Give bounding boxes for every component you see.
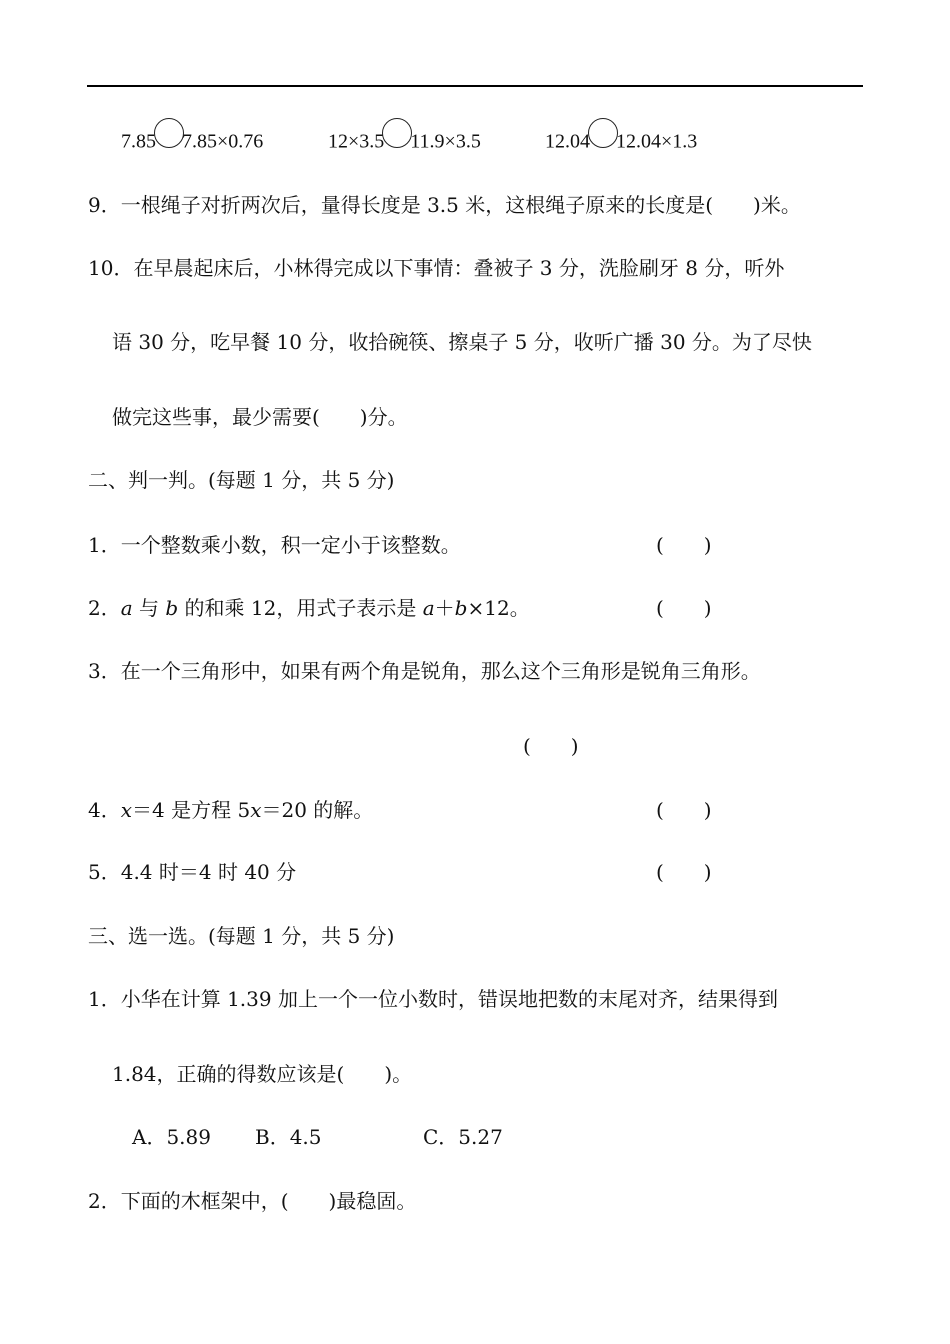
judge-item-1: 1．一个整数乘小数，积一定小于该整数。 xyxy=(88,533,461,557)
comparison-3 xyxy=(545,128,697,158)
question-10-line-1: 10．在早晨起床后，小林得完成以下事情：叠被子 3 分，洗脸刷牙 8 分，听外 xyxy=(88,256,785,280)
item-text: ×12。 xyxy=(467,596,530,620)
question-9: 9．一根绳子对折两次后，量得长度是 3.5 米，这根绳子原来的长度是( )米。 xyxy=(88,193,801,217)
section-3-title: 三、选一选。(每题 1 分，共 5 分) xyxy=(88,924,395,948)
item-text: ＋ xyxy=(434,596,455,620)
comparison-2-left: 12×3.5 xyxy=(328,130,385,153)
option-a[interactable]: A．5.89 xyxy=(132,1125,211,1149)
variable-a: a xyxy=(422,596,435,620)
variable-x: x xyxy=(250,798,262,822)
judge-item-3: 3．在一个三角形中，如果有两个角是锐角，那么这个三角形是锐角三角形。 xyxy=(88,659,761,683)
variable-x: x xyxy=(120,798,133,822)
comparison-1-right: 7.85×0.76 xyxy=(182,130,264,153)
choice-question-2: 2．下面的木框架中，( )最稳固。 xyxy=(88,1189,417,1213)
item-text: 的和乘 12，用式子表示是 xyxy=(178,596,423,620)
question-10-line-2: 语 30 分，吃早餐 10 分，收拾碗筷、擦桌子 5 分，收听广播 30 分。为了尽快 xyxy=(112,330,812,354)
comparison-3-left: 12.04 xyxy=(545,130,590,153)
answer-blank[interactable]: ( ) xyxy=(523,734,579,758)
comparison-2 xyxy=(328,128,481,158)
judge-item-5: 5．4.4 时＝4 时 40 分 xyxy=(88,860,297,884)
top-rule xyxy=(87,85,863,87)
item-text: ＝20 的解。 xyxy=(261,798,374,822)
answer-blank[interactable]: ( ) xyxy=(656,533,712,557)
judge-item-4 xyxy=(88,798,373,822)
choice-question-1-line-1: 1．小华在计算 1.39 加上一个一位小数时，错误地把数的末尾对齐，结果得到 xyxy=(88,987,778,1011)
option-c[interactable]: C．5.27 xyxy=(423,1125,503,1149)
comparison-1-left: 7.85 xyxy=(121,130,156,153)
item-number: 2． xyxy=(88,596,121,620)
compare-circle-blank[interactable] xyxy=(154,118,184,148)
item-number: 4． xyxy=(88,798,121,822)
comparison-2-right: 11.9×3.5 xyxy=(410,130,481,153)
item-text: ＝4 是方程 5 xyxy=(132,798,251,822)
choice-question-1-line-2: 1.84，正确的得数应该是( )。 xyxy=(112,1062,413,1086)
comparison-3-right: 12.04×1.3 xyxy=(616,130,698,153)
item-text: 与 xyxy=(132,596,166,620)
answer-blank[interactable]: ( ) xyxy=(656,596,712,620)
judge-item-2 xyxy=(88,596,530,620)
variable-a: a xyxy=(120,596,133,620)
option-b[interactable]: B．4.5 xyxy=(255,1125,322,1149)
compare-circle-blank[interactable] xyxy=(382,118,412,148)
section-2-title: 二、判一判。(每题 1 分，共 5 分) xyxy=(88,468,395,492)
answer-blank[interactable]: ( ) xyxy=(656,798,712,822)
answer-blank[interactable]: ( ) xyxy=(656,860,712,884)
variable-b: b xyxy=(165,596,179,620)
variable-b: b xyxy=(454,596,468,620)
compare-circle-blank[interactable] xyxy=(588,118,618,148)
question-10-line-3: 做完这些事，最少需要( )分。 xyxy=(112,405,408,429)
comparison-1 xyxy=(121,128,263,158)
